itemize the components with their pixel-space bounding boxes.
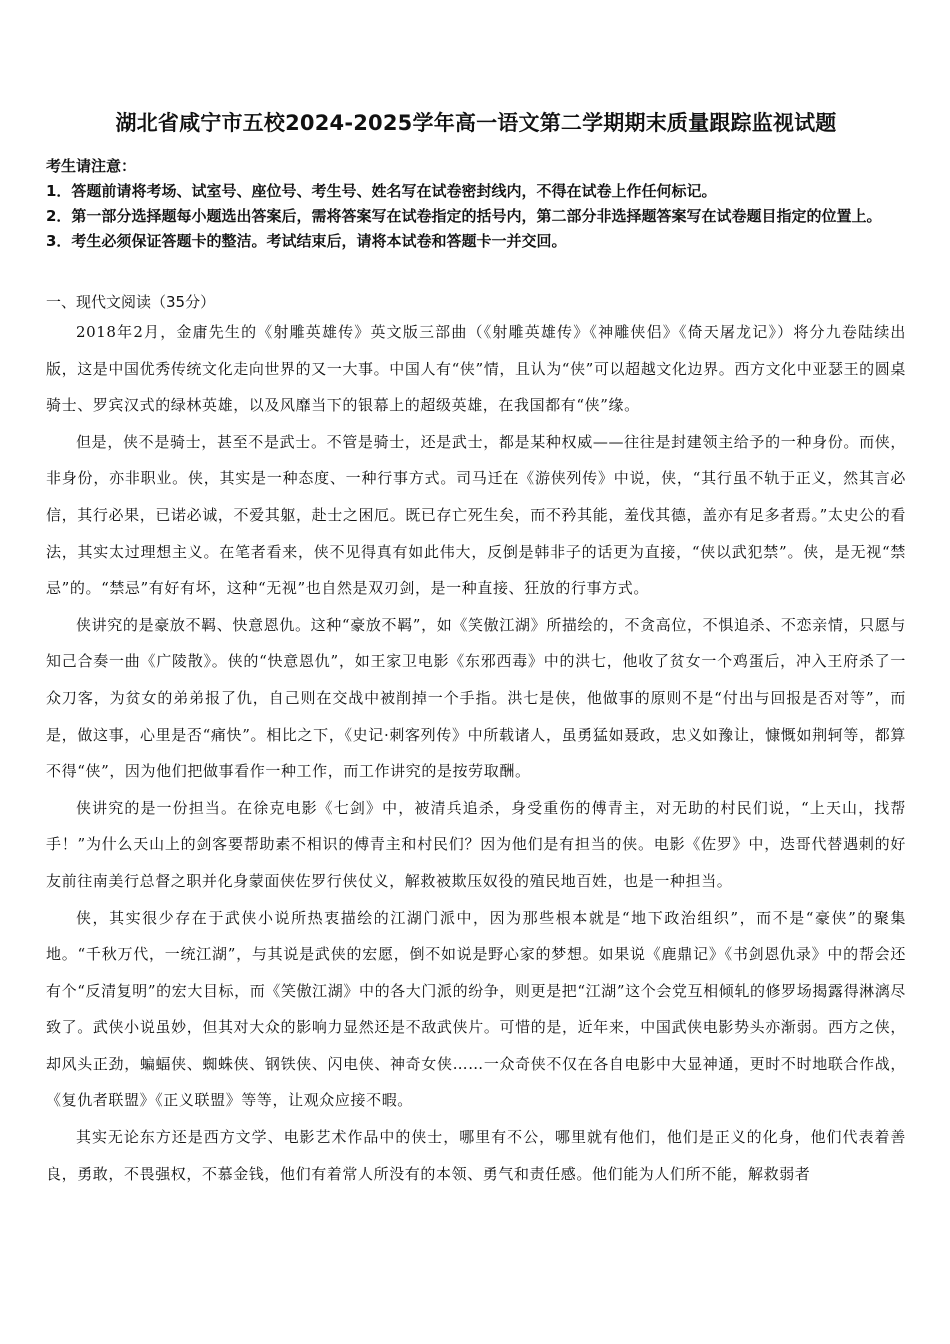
notice-item-2: 2．第一部分选择题每小题选出答案后，需将答案写在试卷指定的括号内，第二部分非选择题答案写在试卷题目指定的位置上。: [46, 207, 882, 225]
passage-paragraph-1: 2018年2月，金庸先生的《射雕英雄传》英文版三部曲（《射雕英雄传》《神雕侠侣》《倚天屠龙记》）将分九卷陆续出版，这是中国优秀传统文化走向世界的又一大事。中国人有“侠”情，且认为“侠”可以超越文化边界。西方文化中亚瑟王的圆桌骑士、罗宾汉式的绿林英雄，以及风靡当下的银幕上的超级英雄，在我国都有“侠”缘。: [46, 323, 906, 415]
passage-paragraph-5: 侠，其实很少存在于武侠小说所热衷描绘的江湖门派中，因为那些根本就是“地下政治组织”，而不是“豪侠”的聚集地。“千秋万代，一统江湖”，与其说是武侠的宏愿，倒不如说是野心家的梦想。如果说《鹿鼎记》《书剑恩仇录》中的帮会还有个“反清复明”的宏大目标，而《笑傲江湖》中的各大门派的纷争，则更是把“江湖”这个会党互相倾轧的修罗场揭露得淋漓尽致了。武侠小说虽妙，但其对大众的影响力显然还是不敌武侠片。可惜的是，近年来，中国武侠电影势头亦渐弱。西方之侠，却风头正劲，蝙蝠侠、蜘蛛侠、钢铁侠、闪电侠、神奇女侠……一众奇侠不仅在各自电影中大显神通，更时不时地联合作战，《复仇者联盟》《正义联盟》等等，让观众应接不暇。: [46, 908, 906, 1110]
passage-paragraph-4: 侠讲究的是一份担当。在徐克电影《七剑》中，被清兵追杀，身受重伤的傅青主，对无助的村民们说，“上天山，找帮手！”为什么天山上的剑客要帮助素不相识的傅青主和村民们？因为他们是有担当的侠。电影《佐罗》中，迭哥代替遇刺的好友前往南美行总督之职并化身蒙面侠佐罗行侠仗义，解救被欺压奴役的殖民地百姓，也是一种担当。: [46, 798, 906, 890]
notice-item-1: 1．答题前请将考场、试室号、座位号、考生号、姓名写在试卷密封线内，不得在试卷上作任何标记。: [46, 182, 717, 200]
candidate-notice: [46, 154, 906, 254]
passage-paragraph-3: 侠讲究的是豪放不羁、快意恩仇。这种“豪放不羁”，如《笑傲江湖》所描绘的，不贪高位，不惧追杀、不恋亲情，只愿与知己合奏一曲《广陵散》。侠的“快意恩仇”，如王家卫电影《东邪西毒》中的洪七，他收了贫女一个鸡蛋后，冲入王府杀了一众刀客，为贫女的弟弟报了仇，自己则在交战中被削掉一个手指。洪七是侠，他做事的原则不是“付出与回报是否对等”，而是，做这事，心里是否“痛快”。相比之下，《史记·刺客列传》中所载诸人，虽勇猛如聂政，忠义如豫让，慷慨如荆轲等，都算不得“侠”，因为他们把做事看作一种工作，而工作讲究的是按劳取酬。: [46, 615, 906, 781]
section-heading: 一、现代文阅读（35分）: [46, 293, 216, 311]
notice-heading: 考生请注意：: [46, 157, 137, 175]
passage-paragraph-6: 其实无论东方还是西方文学、电影艺术作品中的侠士，哪里有不公，哪里就有他们，他们是正义的化身，他们代表着善良，勇敢，不畏强权，不慕金钱，他们有着常人所没有的本领、勇气和责任感。他们能为人们所不能，解救弱者: [46, 1128, 906, 1183]
exam-title: 湖北省咸宁市五校2024-2025学年高一语文第二学期期末质量跟踪监视试题: [115, 111, 837, 135]
passage-paragraph-2: 但是，侠不是骑士，甚至不是武士。不管是骑士，还是武士，都是某种权威——往往是封建领主给予的一种身份。而侠，非身份，亦非职业。侠，其实是一种态度、一种行事方式。司马迁在《游侠列传》中说，侠，“其行虽不轨于正义，然其言必信，其行必果，已诺必诚，不爱其躯，赴士之困厄。既已存亡死生矣，而不矜其能，羞伐其德，盖亦有足多者焉。”太史公的看法，其实太过理想主义。在笔者看来，侠不见得真有如此伟大，反倒是韩非子的话更为直接，“侠以武犯禁”。侠，是无视“禁忌”的。“禁忌”有好有坏，这种“无视”也自然是双刃剑，是一种直接、狂放的行事方式。: [46, 432, 906, 598]
notice-item-3: 3．考生必须保证答题卡的整洁。考试结束后，请将本试卷和答题卡一并交回。: [46, 232, 567, 250]
reading-passage: [46, 314, 906, 1192]
